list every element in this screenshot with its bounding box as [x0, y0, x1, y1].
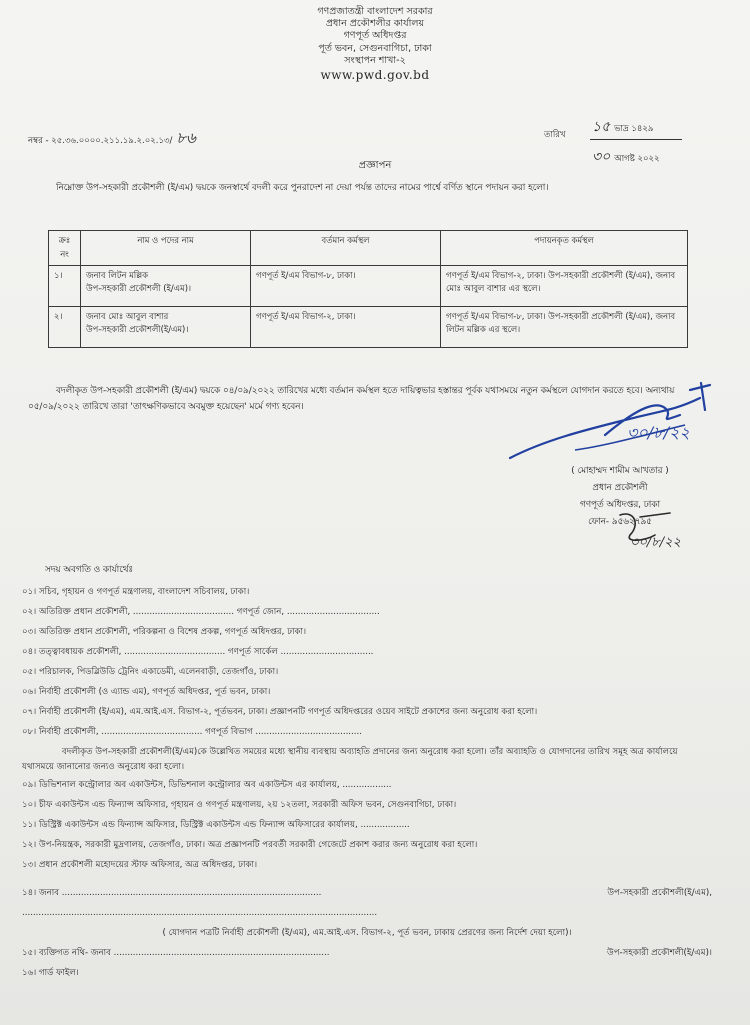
document-title: প্রজ্ঞাপন: [358, 160, 392, 171]
letterhead-line: পূর্ত ভবন, সেগুনবাগিচা, ঢাকা: [318, 42, 432, 54]
list-item: ১৩। প্রধান প্রকৌশলী মহোদয়ের স্টাফ অফিসার, অত্র অধিদপ্তর, ঢাকা।: [22, 860, 258, 870]
list-item: ১০। চীফ একাউন্টস এন্ড ফিন্যান্স অফিসার, গৃহায়ন ও গণপূর্ত মন্ত্রণালয়, ২য় ১২তলা, সরকারী অফিস ভবন, সেগুনবাগিচা, ঢাকা।: [22, 800, 457, 810]
cell-current: গণপূর্ত ই/এম বিভাগ-২, ঢাকা।: [251, 307, 441, 348]
letterhead-line: গণপূর্ত অধিদপ্তর: [343, 30, 407, 42]
list-item: ১৬। গার্ড ফাইল।: [22, 968, 79, 978]
initial-scrawl: [600, 505, 710, 584]
header-serial: ক্রঃ নং: [49, 231, 81, 266]
date-bangla: [592, 115, 653, 139]
blank-line: ..................................................................................................................................: [22, 908, 378, 918]
person-post: উপ-সহকারী প্রকৌশলী (ই/এম)।: [86, 283, 191, 293]
person-post: উপ-সহকারী প্রকৌশলী(ই/এম)।: [86, 324, 189, 334]
joining-note: ( যোগদান পত্রটি নির্বাহী প্রকৌশলী (ই/এম), এম.আই.এস. বিভাগ-২, পূর্ত ভবন, ঢাকায় প্রেরণের জন্য নির্দেশ দেয়া হলো)।: [162, 928, 572, 938]
list-item: ০৮। নির্বাহী প্রকৌশলী, ..................................... গণপূর্ত বিভাগ .......................................: [22, 727, 362, 737]
letterhead-line: গণপ্রজাতন্ত্রী বাংলাদেশ সরকার: [317, 6, 433, 17]
list-item-designation: উপ-সহকারী প্রকৌশলী(ই/এম)।: [607, 948, 712, 958]
signature-scrawl: [505, 380, 725, 474]
table-row: [49, 307, 688, 348]
signature-date: ৩০/৮/২২: [627, 423, 690, 442]
signatory-office: গণপূর্ত অধিদপ্তর, ঢাকা: [579, 500, 661, 510]
release-note: বদলীকৃত উপ-সহকারী প্রকৌশলী(ই/এম)কে উল্লেখিত সময়ের মধ্যে স্থানীয় ব্যবস্থায় অব্যাহতি প্রদানের জন্য অনুরোধ করা হলো। তাঁর অব্যাহতি ও যোগদানের তারিখ সমূহ অত্র কার্যালয়ে যথাসময়ে জানানোর জন্যও অনুরোধ করা হলো।: [22, 747, 678, 772]
date-bangla-hand: ১৫: [592, 119, 611, 135]
cell-current: গণপূর্ত ই/এম বিভাগ-৮, ঢাকা।: [251, 266, 441, 307]
list-item: ০১। সচিব, গৃহায়ন ও গণপূর্ত মন্ত্রণালয়, বাংলাদেশ সচিবালয়, ঢাকা।: [22, 587, 250, 597]
list-item: ০৫। পরিচালক, পিডব্লিউডি ট্রেনিং একাডেমী, এলেনবাড়ী, তেজগাঁও, ঢাকা।: [22, 667, 279, 677]
person-name: জনাব মোঃ আবুল বাশার: [86, 311, 169, 321]
website: www.pwd.gov.bd: [320, 68, 430, 83]
list-item: ০৩। অতিরিক্ত প্রধান প্রকৌশলী, পরিকল্পনা ও বিশেষ প্রকল্প, গণপূর্ত অধিদপ্তর, ঢাকা।: [22, 627, 307, 637]
cell-serial: ২।: [49, 307, 81, 348]
date-divider: [590, 139, 682, 140]
memo-number: [28, 127, 196, 152]
signatory-phone: ফোন- ৯৫৬২৭৯৫: [588, 517, 652, 527]
cell-name: [81, 266, 251, 307]
cell-new: গণপূর্ত ই/এম বিভাগ-৮, ঢাকা। উপ-সহকারী প্রকৌশলী (ই/এম), জনাব লিটন মল্লিক এর স্থলে।: [441, 307, 688, 348]
signatory-name: ( মোহাম্মদ শামীম আখতার ): [571, 466, 669, 476]
list-item: ০২। অতিরিক্ত প্রধান প্রকৌশলী, ..................................... গণপূর্ত জোন, ..................................: [22, 607, 380, 617]
cell-new: গণপূর্ত ই/এম বিভাগ-২, ঢাকা। উপ-সহকারী প্রকৌশলী (ই/এম), জনাব মোঃ আবুল বাশার এর স্থলে।: [441, 266, 688, 307]
list-item: [22, 883, 712, 903]
letterhead-line: সংস্থাপন শাখা-২: [344, 54, 406, 66]
intro-paragraph: নিম্নোক্ত উপ-সহকারী প্রকৌশলী (ই/এম) দ্বয়কে জনস্বার্থে বদলী করে পুনরাদেশ না দেয়া পর্যন্ত তাদের নামের পার্শ্বে বর্ণিত স্থানে পদায়ন করা হলো।: [56, 183, 549, 193]
cell-name: [81, 307, 251, 348]
list-item-designation: উপ-সহকারী প্রকৌশলী(ই/এম),: [607, 888, 712, 898]
table-header-row: [49, 231, 688, 266]
date-label: তারিখ: [544, 130, 566, 140]
memo-number-handwritten: ৮৬: [176, 129, 196, 147]
second-paragraph: বদলীকৃত উপ-সহকারী প্রকৌশলী (ই/এম) দ্বয়কে ০৪/০৯/২০২২ তারিখের মধ্যে বর্তমান কর্মস্থল হতে দায়িত্বভার হস্তান্তর পূর্বক যথাসময়ে নতুন কর্মস্থলে যোগদান করতে হবে। অন্যথায় ০৫/০৯/২০২২ তারিখে তারা 'তাৎক্ষণিকভাবে অবমুক্ত হয়েছেন' মর্মে গণ্য হবেন।: [28, 386, 675, 412]
list-item: ০৯। ডিভিশনাল কন্ট্রোলার অব একাউন্টস, ডিভিশনাল কন্ট্রোলার অব একাউন্টস এর কার্যালয়, ..................: [22, 780, 392, 790]
table-row: [49, 266, 688, 307]
memo-number-text: নম্বর - ২৫.৩৬.০০০০.২১১.১৯.২.০২.১৩/: [28, 136, 173, 146]
signature-icon: [505, 380, 725, 470]
list-item: ০৭। নির্বাহী প্রকৌশলী (ই/এম), এম.আই.এস. বিভাগ-২, পূর্তভবন, ঢাকা। প্রজ্ঞাপনটি গণপূর্ত অধিদপ্তরের ওয়েব সাইটে প্রকাশের জন্য অনুরোধ করা হলো।: [22, 707, 538, 717]
person-name: জনাব লিটন মল্লিক: [86, 270, 148, 280]
header-name: নাম ও পদের নাম: [81, 231, 251, 266]
header-current: বর্তমান কর্মস্থল: [251, 231, 441, 266]
letterhead: [0, 6, 750, 81]
list-item-text: ১৫। ব্যক্তিগত নথি- জনাব ...............................................................................: [22, 948, 330, 958]
list-item: ১২। উপ-নিয়ন্ত্রক, সরকারী মুদ্রণালয়, তেজগাঁও, ঢাকা। অত্র প্রজ্ঞাপনটি পরবর্তী সরকারী গেজেটে প্রকাশ করার জন্য অনুরোধ করা হলো।: [22, 840, 478, 850]
header-new: পদায়নকৃত কর্মস্থল: [441, 231, 688, 266]
cell-serial: ১।: [49, 266, 81, 307]
copy-heading: সদয় অবগতি ও কার্যার্থেঃ: [45, 565, 134, 575]
distribution-list: [22, 582, 712, 983]
signatory-designation: প্রধান প্রকৌশলী: [592, 483, 648, 493]
list-item: ১১। ডিস্ট্রিক্ট একাউন্টস এন্ড ফিন্যান্স অফিসার, ডিস্ট্রিক্ট একাউন্টস এন্ড ফিন্যান্স অফিসারের কার্যালয়, ..................: [22, 820, 410, 830]
list-item: [22, 943, 712, 963]
letterhead-line: প্রধান প্রকৌশলীর কার্যালয়: [325, 18, 425, 30]
posting-table: [48, 230, 688, 348]
list-item: ০৬। নির্বাহী প্রকৌশলী (ও এ্যান্ড এম), গণপূর্ত অধিদপ্তর, পূর্ত ভবন, ঢাকা।: [22, 687, 271, 697]
list-item-text: ১৪। জনাব ...............................................................................................: [22, 888, 322, 898]
date-english-text: আগষ্ট ২০২২: [614, 154, 660, 164]
date-english-hand: ৩০: [592, 149, 611, 165]
list-item: ০৪। তত্ত্বাবধায়ক প্রকৌশলী, ..................................... গণপূর্ত সার্কেল ..................................: [22, 647, 374, 657]
date-bangla-text: ভাদ্র ১৪২৯: [614, 124, 654, 134]
initial-date: ৩০/৮/২২: [630, 535, 682, 550]
